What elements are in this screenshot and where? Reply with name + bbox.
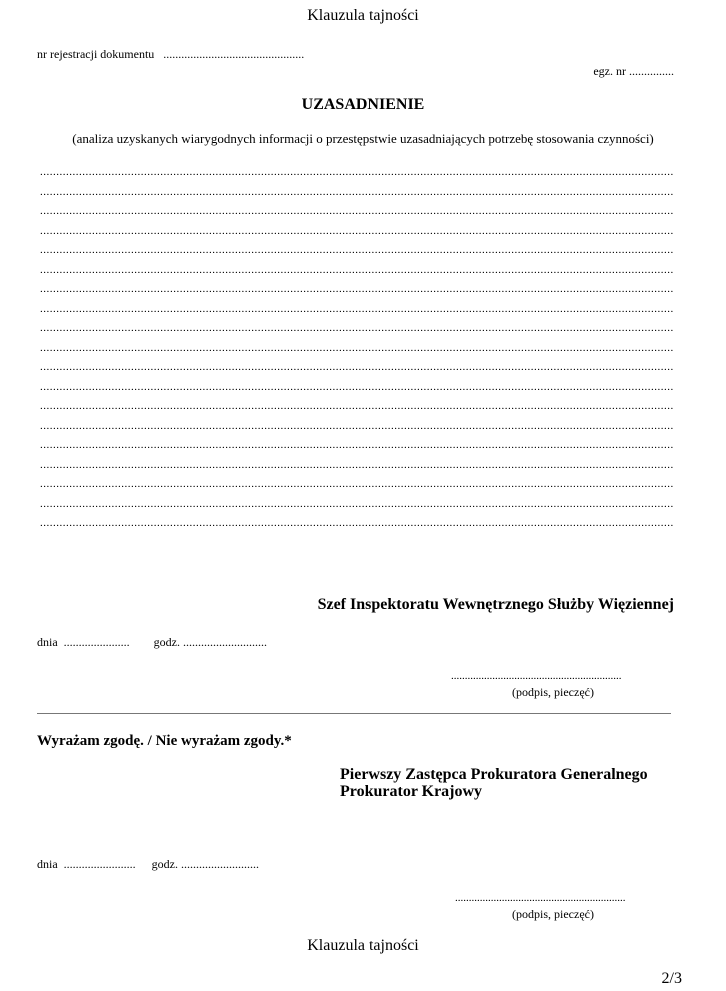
dotted-line — [40, 399, 674, 413]
consent-statement: Wyrażam zgodę. / Nie wyrażam zgody.* — [37, 733, 292, 749]
dotted-line — [40, 360, 674, 374]
consent-time-field[interactable]: .......................... — [181, 857, 259, 871]
dotted-line — [40, 321, 674, 335]
dotted-line — [40, 204, 674, 218]
document-subtitle: (analiza uzyskanych wiarygodnych informacji o przestępstwie uzasadniających potrzebę stosowania czynności) — [72, 131, 654, 146]
date-label: dnia — [37, 635, 58, 649]
date-field[interactable]: ...................... — [63, 635, 130, 649]
dotted-line — [40, 438, 674, 452]
dotted-line — [40, 497, 674, 511]
classification-footer: Klauzula tajności — [307, 937, 419, 954]
signature-caption: (podpis, pieczęć) — [512, 685, 594, 699]
prosecutor-title-line1: Pierwszy Zastępca Prokuratora Generalnego — [340, 766, 648, 783]
time-label: godz. — [153, 635, 180, 649]
dotted-line — [40, 224, 674, 238]
consent-time-label: godz. — [151, 857, 178, 871]
dotted-line — [40, 282, 674, 296]
dotted-line — [40, 243, 674, 257]
document-title: UZASADNIENIE — [301, 96, 425, 113]
dotted-line — [40, 185, 674, 199]
copy-number-label: egz. nr — [593, 64, 626, 78]
date-time-row — [37, 635, 267, 650]
dotted-line — [40, 477, 674, 491]
dotted-line — [40, 302, 674, 316]
registration-label: nr rejestracji dokumentu — [37, 47, 155, 61]
section-divider — [37, 713, 671, 714]
dotted-line — [40, 341, 674, 355]
consent-signature-line[interactable]: .............................................................. — [455, 892, 626, 904]
dotted-line — [40, 516, 674, 530]
registration-dots: ............................................... — [163, 47, 305, 61]
dotted-line — [40, 419, 674, 433]
dotted-line — [40, 165, 674, 179]
dotted-line — [40, 458, 674, 472]
signature-line[interactable]: .............................................................. — [451, 670, 622, 682]
copy-number-row — [593, 64, 674, 79]
dotted-line — [40, 263, 674, 277]
authority-title: Szef Inspektoratu Wewnętrznego Służby Więziennej — [317, 596, 674, 613]
consent-date-label: dnia — [37, 857, 58, 871]
classification-header: Klauzula tajności — [307, 7, 419, 24]
consent-date-field[interactable]: ........................ — [63, 857, 136, 871]
consent-date-time-row — [37, 857, 259, 872]
time-field[interactable]: ............................ — [183, 635, 267, 649]
registration-row — [37, 47, 304, 62]
consent-signature-caption: (podpis, pieczęć) — [512, 907, 594, 921]
prosecutor-title-line2: Prokurator Krajowy — [340, 783, 483, 800]
dotted-line — [40, 380, 674, 394]
copy-number-dots: ............... — [629, 64, 674, 78]
page-number: 2/3 — [661, 970, 682, 987]
